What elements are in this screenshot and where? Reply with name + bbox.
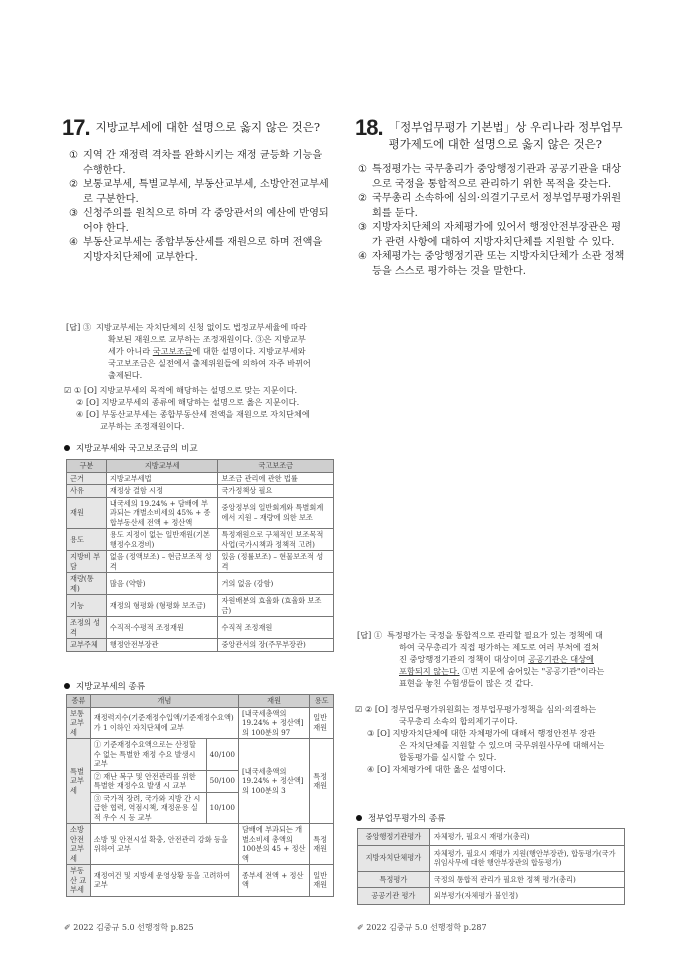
q17-answer [66,321,334,381]
q17-option [69,236,331,265]
table-header: 재원 [238,695,309,708]
q17-question: 지방교부세에 대한 설명으로 옳지 않은 것은? [95,120,320,134]
table-row [67,497,334,529]
table-cell: [내국세총액의 19.24% + 정산액]의 100분의 3 [238,739,309,824]
table-cell: 종부세 전액 + 정산액 [238,865,309,897]
table-cell: 외부평가(자체평가 불인정) [429,888,624,905]
option-text: 신청주의를 원칙으로 하며 각 중앙관서의 예산에 반영되어야 한다. [83,208,329,234]
table-cell: 담배에 부과되는 개별소비세 총액의 100분의 45 + 정산액 [238,824,309,865]
table-cell: 일반 재원 [310,707,334,739]
table-cell: 일반 재원 [310,865,334,897]
table-header: 구분 [67,460,107,473]
table-cell: 중앙정부의 일반회계와 특별회계에서 지원 – 재량에 의한 보조 [218,497,334,529]
table-cell: 국가정책상 필요 [218,485,334,498]
table-cell: 10/100 [206,792,238,824]
table-row [67,485,334,498]
q18-check-line: 합동평가를 실시할 수 있다. [399,752,497,762]
table-cell: 소방 안전 교부세 [67,824,91,865]
q17-footnote: ✐ 2022 김중규 5.0 선행정학 p.825 [64,923,194,932]
q17-check-line: ② [O] 지방교부세의 종류에 해당하는 설명으로 옳은 지문이다. [76,397,300,407]
q18-header [355,117,630,153]
table-row [358,829,625,846]
comparison-table [66,459,334,652]
q18-answer-line: 진 중앙행정기관의 정책이 대상이며 공공기관은 대상에 [399,654,594,664]
table-cell: 행정안전부장관 [106,639,218,652]
table-cell: 지방자치단체평가 [358,845,430,871]
table-row [358,888,625,905]
table-row [67,595,334,617]
q17-option [69,178,331,207]
bullet-icon [356,815,362,821]
q17-answer-line: 출제된다. [108,370,143,380]
table-cell: 있음 (정률보조) – 현물보조적 성격 [218,551,334,573]
q18-check-line: ☑ ② [O] 정부업무평가위원회는 정부업무평가정책을 심의·의결하는 [355,704,597,714]
table3-title [356,812,445,824]
table-cell: ① 기준재정수요액으로는 산정할 수 없는 특별한 재정 수요 발생시 교부 [90,739,206,771]
table-cell: ③ 국가적 장려, 국가와 지방 간 시급한 협력, 역점시책, 재정운용 실적 우수 시 등 교부 [90,792,206,824]
table-cell: 기능 [67,595,107,617]
option-text: 국무총리 소속하에 심의·의결기구로서 정부업무평가위원회를 둔다. [372,193,622,219]
q17-answer-tag: [답] ③ [66,322,92,332]
table-row [358,871,625,888]
q17-check-line: ☑ ① [O] 지방교부세의 목적에 해당하는 설명으로 맞는 지문이다. [64,385,298,395]
table-cell: 지방비 부담 [67,551,107,573]
option-text: 특정평가는 국무총리가 중앙행정기관과 공공기관을 대상으로 국정을 통합적으로 관리하기 위한 목적을 갖는다. [372,164,622,190]
table-cell: 자체평가, 필요시 재평가 지원(행안부장관), 합동평가(국가위임사무에 대한 행안부장관의 합동평가) [429,845,624,871]
table-cell: ② 재난 복구 및 안전관리를 위한 특별한 재정수요 발생 시 교부 [90,770,206,792]
table-row [67,707,334,739]
table-row [67,551,334,573]
q18-option [358,163,628,192]
table-cell: 보통 교부세 [67,707,91,739]
table-cell: 거의 없음 (강함) [218,573,334,595]
option-number: ② [358,193,368,204]
q17-answer-line: 확보된 재원으로 교부하는 조정재원이다. ③은 지방교부 [108,334,306,344]
option-text: 자체평가는 중앙행정기관 또는 지방자치단체가 소관 정책 등을 스스로 평가하는 것을 말한다. [372,251,625,277]
table-cell: 중앙행정기관평가 [358,829,430,846]
table-cell: 교부주체 [67,639,107,652]
q17-check-line: 교부하는 조정재원이다. [100,421,185,431]
table-header: 종류 [67,695,91,708]
option-number: ④ [358,251,368,262]
q17-options [69,149,331,265]
bullet-icon [64,445,70,451]
table-cell: 40/100 [206,739,238,771]
q18-number: 18. [355,115,383,140]
q17-check-line: ④ [O] 부동산교부세는 종합부동산세 전액을 재원으로 자치단체에 [76,409,310,419]
q18-check-line: ③ [O] 지방자치단체에 대한 자체평가에 대해서 행정안전부 장관 [367,728,596,738]
table1-title [64,442,198,454]
evaluation-types-table [357,828,625,905]
q18-answer-line: 하여 국무총리가 직접 평가하는 제도로 여러 부처에 걸쳐 [399,642,600,652]
table-cell: 근거 [67,472,107,485]
table2-title-text: 지방교부세의 종류 [76,682,146,692]
table-cell: 특별 교부세 [67,739,91,824]
q18-answer-line: 특정평가는 국정을 통합적으로 관리할 필요가 있는 정책에 대 [387,630,603,640]
table1-title-text: 지방교부세와 국고보조금의 비교 [76,444,198,454]
q18-answer [357,629,627,689]
table-row [67,639,334,652]
table-cell: 용도 [67,529,107,551]
option-text: 지방자치단체의 자체평가에 있어서 행정안전부장관은 평가 관련 사항에 대하여 지방자치단체를 지원할 수 있다. [372,222,622,248]
q18-footnote: ✐ 2022 김중규 5.0 선행정학 p.287 [357,923,487,932]
table-cell: 없음 (정액보조) – 현금보조적 성격 [106,551,218,573]
table-cell: 재정의 형평화 (형평화 보조금) [106,595,218,617]
q18-options [358,163,628,279]
table-header: 개념 [90,695,238,708]
option-text: 부동산교부세는 종합부동산세를 재원으로 하며 전액을 지방자치단체에 교부한다. [83,237,323,263]
table-cell: 보조금 관리에 관한 법률 [218,472,334,485]
q17-header [62,117,334,139]
table-cell: 특정 재원 [310,739,334,824]
table-row [67,739,334,771]
table3-title-text: 정부업무평가의 종류 [368,814,446,824]
option-number: ④ [69,237,79,248]
option-number: ① [69,150,79,161]
table-cell: [내국세총액의 19.24% + 정산액]의 100분의 97 [238,707,309,739]
table-cell: 소방 및 안전시설 확충, 안전관리 강화 등을 위하여 교부 [90,824,238,865]
table-row [67,573,334,595]
q18-check-line: 국무총리 소속의 합의제기구이다. [399,716,518,726]
table-cell: 용도 지정이 없는 일반재원(기본행정수요경비) [106,529,218,551]
q18-option [358,250,628,279]
table-header: 지방교부세 [106,460,218,473]
table-cell: 자원배분의 효율화 (효율화 보조금) [218,595,334,617]
table-cell: 많음 (약함) [106,573,218,595]
table-cell: 지방교부세법 [106,472,218,485]
table-cell: 재원 [67,497,107,529]
table-cell: 조정의 성격 [67,617,107,639]
q17-checks [64,384,334,432]
q18-answer-tag: [답] ① [357,630,383,640]
option-number: ③ [69,208,79,219]
q17-answer-line: 세가 아니라 국고보조금에 대한 설명이다. 지방교부세와 [108,346,306,356]
table2-title [64,680,145,692]
table-cell: 부동산 교부세 [67,865,91,897]
table-cell: 재정상 결함 시정 [106,485,218,498]
q18-option [358,192,628,221]
table-cell: 사유 [67,485,107,498]
table-cell: 수직적 조정재원 [218,617,334,639]
q18-answer-line: 포함되지 않는다. ①번 지문에 숨어있는 "공공기관"이라는 [399,666,605,676]
q18-option [358,221,628,250]
table-cell: 수직적·수평적 조정재원 [106,617,218,639]
table-row [358,845,625,871]
table-cell: 50/100 [206,770,238,792]
table-row [67,865,334,897]
q18-checks [355,703,627,775]
q18-check-line: 은 자치단체를 지원할 수 있으며 국무위원사무에 대해서는 [399,740,605,750]
q17-option [69,149,331,178]
bullet-icon [64,683,70,689]
option-number: ① [358,164,368,175]
q17-number: 17. [62,115,90,140]
table-row [67,617,334,639]
option-text: 보통교부세, 특별교부세, 부동산교부세, 소방안전교부세로 구분한다. [83,179,329,205]
table-cell: 내국세의 19.24% + 담배에 부과되는 개별소비세의 45% + 종합부동산세 전액 + 정산액 [106,497,218,529]
table-cell: 국정의 통합적 관리가 필요한 정책 평가(총리) [429,871,624,888]
table-cell: 자체평가, 필요시 재평가(총리) [429,829,624,846]
q17-option [69,207,331,236]
types-table [66,694,334,897]
option-number: ③ [358,222,368,233]
option-number: ② [69,179,79,190]
table-header: 국고보조금 [218,460,334,473]
table-cell: 재정여건 및 지방세 운영상황 등을 고려하여 교부 [90,865,238,897]
q17-answer-line: 지방교부세는 자치단체의 신청 없이도 법정교부세율에 따라 [96,322,307,332]
table-row [67,824,334,865]
table-cell: 공공기관 평가 [358,888,430,905]
table-cell: 재정력지수(기준재정수입액/기준재정수요액)가 1 이하인 자치단체에 교부 [90,707,238,739]
q18-check-line: ④ [O] 자체평가에 대한 옳은 설명이다. [367,764,506,774]
q18-answer-line: 표현을 놓친 수험생들이 많은 것 같다. [399,678,534,688]
table-cell: 중앙관서의 장(주무부장관) [218,639,334,652]
table-cell: 특정평가 [358,871,430,888]
q18-question: 「정부업무평가 기본법」상 우리나라 정부업무평가제도에 대한 설명으로 옳지 않은 것은? [388,120,623,151]
table-cell: 특정 재원 [310,824,334,865]
table-cell: 특정재원으로 구체적인 보조목적사업(국가시책과 정책적 고려) [218,529,334,551]
q17-answer-line: 국고보조금은 실전에서 출제위원들에 의하여 자주 바뀌어 [108,358,311,368]
table-row [67,529,334,551]
table-row [67,472,334,485]
table-header: 용도 [310,695,334,708]
option-text: 지역 간 재정력 격차를 완화시키는 재정 균등화 기능을 수행한다. [83,150,323,176]
table-cell: 재량(통제) [67,573,107,595]
